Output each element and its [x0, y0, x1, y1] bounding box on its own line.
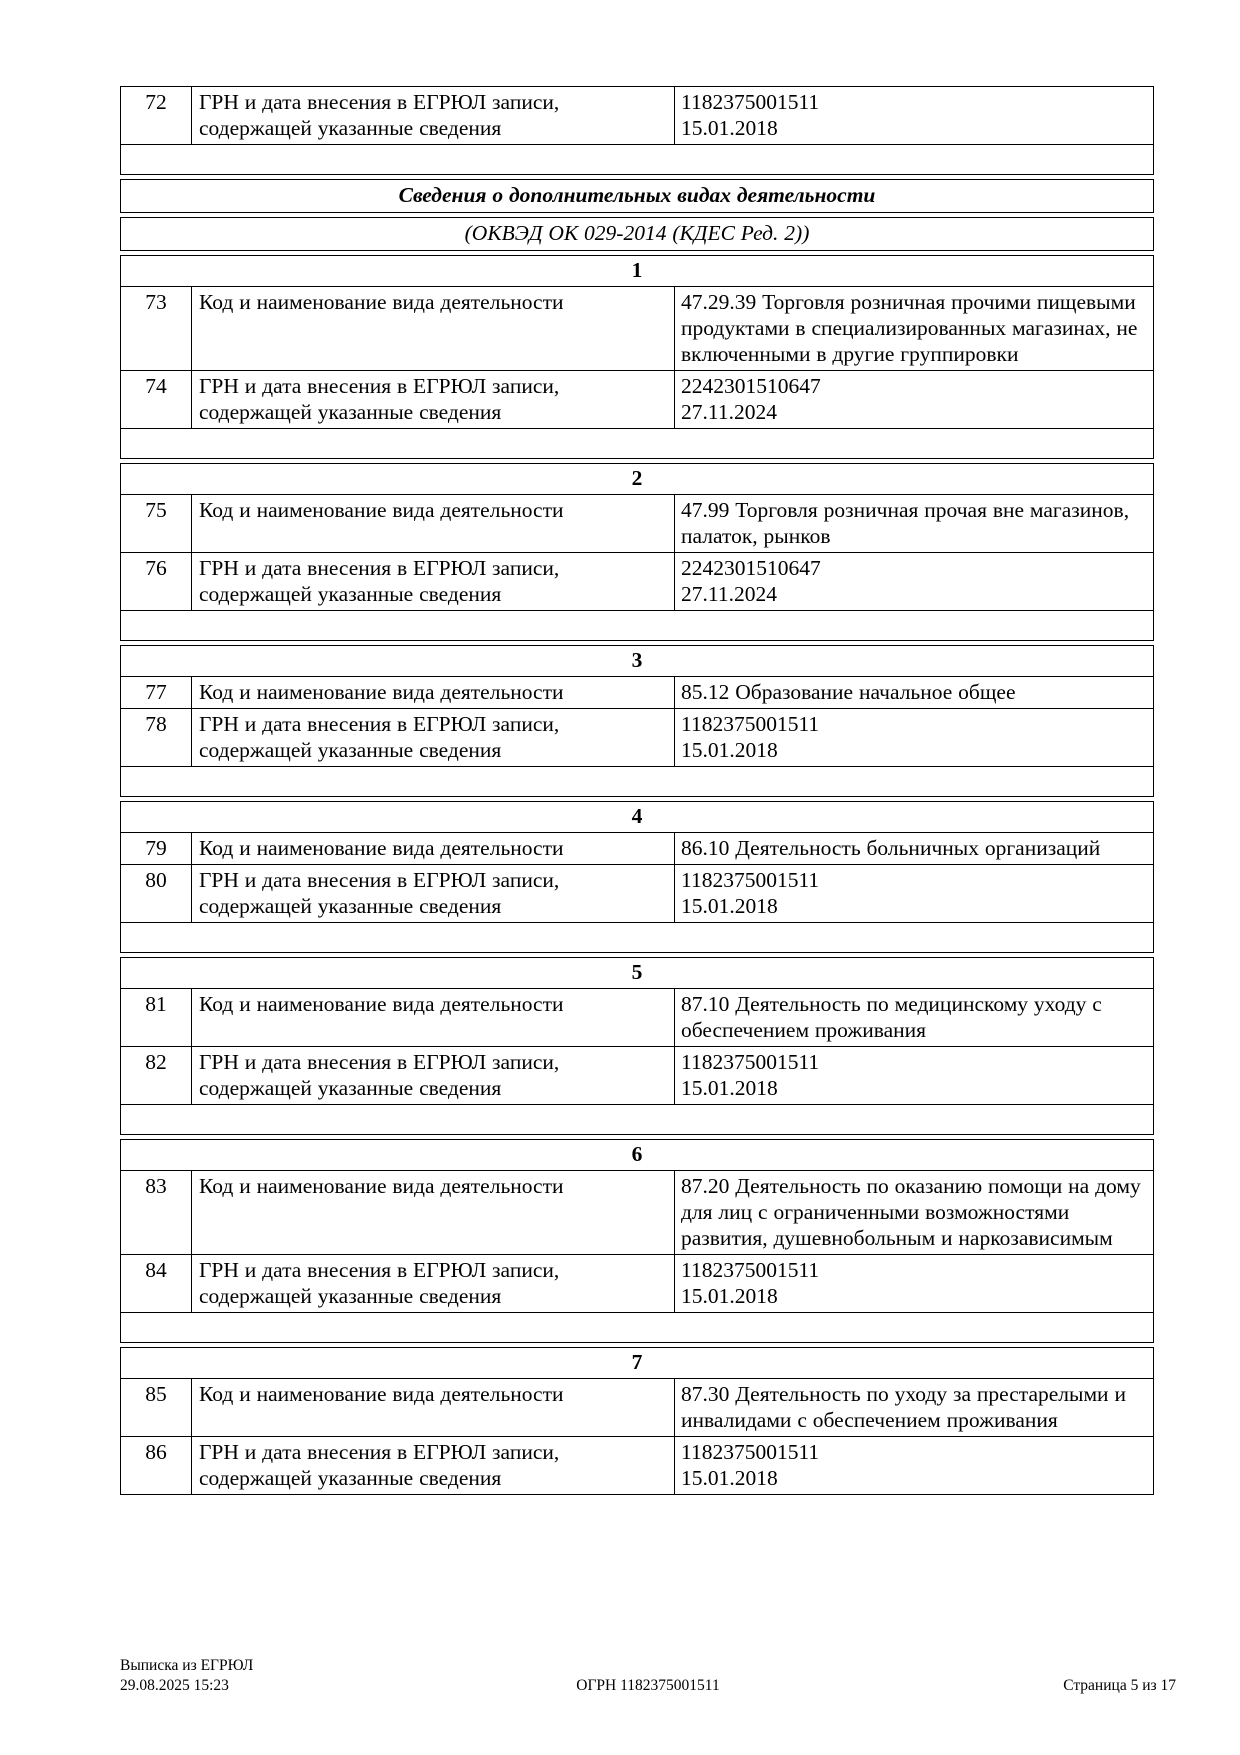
- activity-section-table: [120, 1347, 1154, 1495]
- date-value: 27.11.2024: [681, 582, 777, 606]
- section-number: 3: [631, 648, 643, 672]
- field-label-cell: Код и наименование вида деятельности: [191, 989, 674, 1046]
- date-value: 15.01.2018: [681, 1466, 778, 1490]
- grn-value: 1182375001511: [681, 868, 820, 892]
- okved-subtitle: (ОКВЭД ОК 029-2014 (КДЕС Ред. 2)): [464, 221, 810, 245]
- table-row: [121, 494, 1153, 552]
- row-number-cell: 80: [145, 868, 167, 892]
- field-value-cell: [674, 865, 1153, 922]
- date-value: 15.01.2018: [681, 894, 778, 918]
- table-row: [121, 87, 1153, 144]
- grn-value: 2242301510647: [681, 556, 821, 580]
- activity-value: 87.10 Деятельность по медицинскому уходу с обеспечением проживания: [674, 989, 1153, 1046]
- footer-page-number: Страница 5 из 17: [1063, 1677, 1176, 1694]
- field-label-cell: ГРН и дата внесения в ЕГРЮЛ записи, содержащей указанные сведения: [191, 865, 674, 922]
- section-number-row: [121, 1348, 1153, 1378]
- row-number-cell: 79: [145, 836, 167, 860]
- section-number-row: [121, 646, 1153, 676]
- field-label-cell: Код и наименование вида деятельности: [191, 1379, 674, 1436]
- table-row: [121, 988, 1153, 1046]
- section-number: 5: [631, 960, 643, 984]
- footer: [120, 1656, 1176, 1696]
- footer-doc-type: Выписка из ЕГРЮЛ: [120, 1657, 254, 1674]
- table-row: [121, 676, 1153, 708]
- field-label-cell: ГРН и дата внесения в ЕГРЮЛ записи, содержащей указанные сведения: [191, 1047, 674, 1104]
- row-number-cell: 84: [145, 1258, 167, 1282]
- field-value-cell: [674, 87, 1153, 144]
- table-row: [121, 1254, 1153, 1312]
- activity-value: 85.12 Образование начальное общее: [674, 677, 1153, 708]
- section-number: 4: [631, 804, 643, 828]
- field-label-cell: Код и наименование вида деятельности: [191, 287, 674, 370]
- field-label-cell: Код и наименование вида деятельности: [191, 1171, 674, 1254]
- section-number-row: [121, 256, 1153, 286]
- row-number-cell: 82: [145, 1050, 167, 1074]
- field-value-cell: [674, 1437, 1153, 1494]
- table-row: [121, 708, 1153, 766]
- activity-value: 47.29.39 Торговля розничная прочими пищевыми продуктами в специализированных магазинах, не включенными в другие группировки: [674, 287, 1153, 370]
- table-row: [121, 552, 1153, 610]
- spacer-row: [121, 1104, 1153, 1134]
- footer-timestamp: 29.08.2025 15:23: [120, 1677, 229, 1694]
- table-row: [121, 832, 1153, 864]
- spacer-row: [121, 922, 1153, 952]
- activity-section-table: [120, 463, 1154, 641]
- date-value: 15.01.2018: [681, 1284, 778, 1308]
- table-row: [121, 1378, 1153, 1436]
- field-label-cell: Код и наименование вида деятельности: [191, 833, 674, 864]
- okved-subtitle-table: [120, 217, 1154, 251]
- field-value-cell: [674, 553, 1153, 610]
- activity-sections: [120, 255, 1154, 1495]
- activity-value: 47.99 Торговля розничная прочая вне магазинов, палаток, рынков: [674, 495, 1153, 552]
- grn-value: 2242301510647: [681, 374, 821, 398]
- grn-value: 1182375001511: [681, 90, 820, 114]
- grn-value: 1182375001511: [681, 1050, 820, 1074]
- activity-value: 87.30 Деятельность по уходу за престарелыми и инвалидами с обеспечением проживания: [674, 1379, 1153, 1436]
- section-number-row: [121, 1140, 1153, 1170]
- section-number: 1: [631, 258, 643, 282]
- field-value-cell: [674, 1047, 1153, 1104]
- activity-section-table: [120, 1139, 1154, 1343]
- table-row: [121, 1436, 1153, 1494]
- row-number-cell: 77: [145, 680, 167, 704]
- grn-value: 1182375001511: [681, 1258, 820, 1282]
- section-number-row: [121, 464, 1153, 494]
- spacer-row: [121, 610, 1153, 640]
- row-number-cell: 86: [145, 1440, 167, 1464]
- spacer-row: [121, 428, 1153, 458]
- table-row: [121, 864, 1153, 922]
- section-number: 6: [631, 1142, 643, 1166]
- row-number-cell: 74: [145, 374, 167, 398]
- activity-section-table: [120, 957, 1154, 1135]
- section-title-table: [120, 179, 1154, 213]
- field-label-cell: ГРН и дата внесения в ЕГРЮЛ записи, содержащей указанные сведения: [191, 1255, 674, 1312]
- section-title-row: [121, 180, 1153, 212]
- spacer-row: [121, 144, 1153, 174]
- field-label-cell: Код и наименование вида деятельности: [191, 677, 674, 708]
- activity-value: 86.10 Деятельность больничных организаций: [674, 833, 1153, 864]
- footer-left: [120, 1656, 253, 1696]
- table-row: [121, 1170, 1153, 1254]
- okved-subtitle-row: [121, 218, 1153, 250]
- field-label-cell: ГРН и дата внесения в ЕГРЮЛ записи, содержащей указанные сведения: [191, 371, 674, 428]
- row-number-cell: 85: [145, 1382, 167, 1406]
- activity-section-table: [120, 645, 1154, 797]
- spacer-row: [121, 1312, 1153, 1342]
- activity-section-table: [120, 255, 1154, 459]
- field-value-cell: [674, 709, 1153, 766]
- grn-value: 1182375001511: [681, 712, 820, 736]
- grn-continuation-table: [120, 86, 1154, 175]
- field-label-cell: Код и наименование вида деятельности: [191, 495, 674, 552]
- grn-value: 1182375001511: [681, 1440, 820, 1464]
- table-row: [121, 370, 1153, 428]
- row-number-cell: 78: [145, 712, 167, 736]
- activity-section-table: [120, 801, 1154, 953]
- egrul-extract-body: [120, 86, 1154, 1499]
- section-number-row: [121, 958, 1153, 988]
- section-number-row: [121, 802, 1153, 832]
- field-value-cell: [674, 371, 1153, 428]
- date-value: 27.11.2024: [681, 400, 777, 424]
- field-label-cell: ГРН и дата внесения в ЕГРЮЛ записи, содержащей указанные сведения: [191, 87, 674, 144]
- section-number: 7: [631, 1350, 643, 1374]
- row-number-cell: 72: [145, 90, 167, 114]
- table-row: [121, 286, 1153, 370]
- activity-value: 87.20 Деятельность по оказанию помощи на дому для лиц с ограниченными возможностями развития, душевнобольным и наркозависимым: [674, 1171, 1153, 1254]
- row-number-cell: 73: [145, 290, 167, 314]
- row-number-cell: 83: [145, 1174, 167, 1198]
- section-number: 2: [631, 466, 643, 490]
- field-label-cell: ГРН и дата внесения в ЕГРЮЛ записи, содержащей указанные сведения: [191, 709, 674, 766]
- field-label-cell: ГРН и дата внесения в ЕГРЮЛ записи, содержащей указанные сведения: [191, 1437, 674, 1494]
- row-number-cell: 76: [145, 556, 167, 580]
- section-title: Сведения о дополнительных видах деятельности: [398, 183, 876, 207]
- date-value: 15.01.2018: [681, 1076, 778, 1100]
- table-row: [121, 1046, 1153, 1104]
- field-value-cell: [674, 1255, 1153, 1312]
- date-value: 15.01.2018: [681, 738, 778, 762]
- footer-ogrn: ОГРН 1182375001511: [576, 1677, 720, 1694]
- date-value: 15.01.2018: [681, 116, 778, 140]
- row-number-cell: 75: [145, 498, 167, 522]
- row-number-cell: 81: [145, 992, 167, 1016]
- spacer-row: [121, 766, 1153, 796]
- field-label-cell: ГРН и дата внесения в ЕГРЮЛ записи, содержащей указанные сведения: [191, 553, 674, 610]
